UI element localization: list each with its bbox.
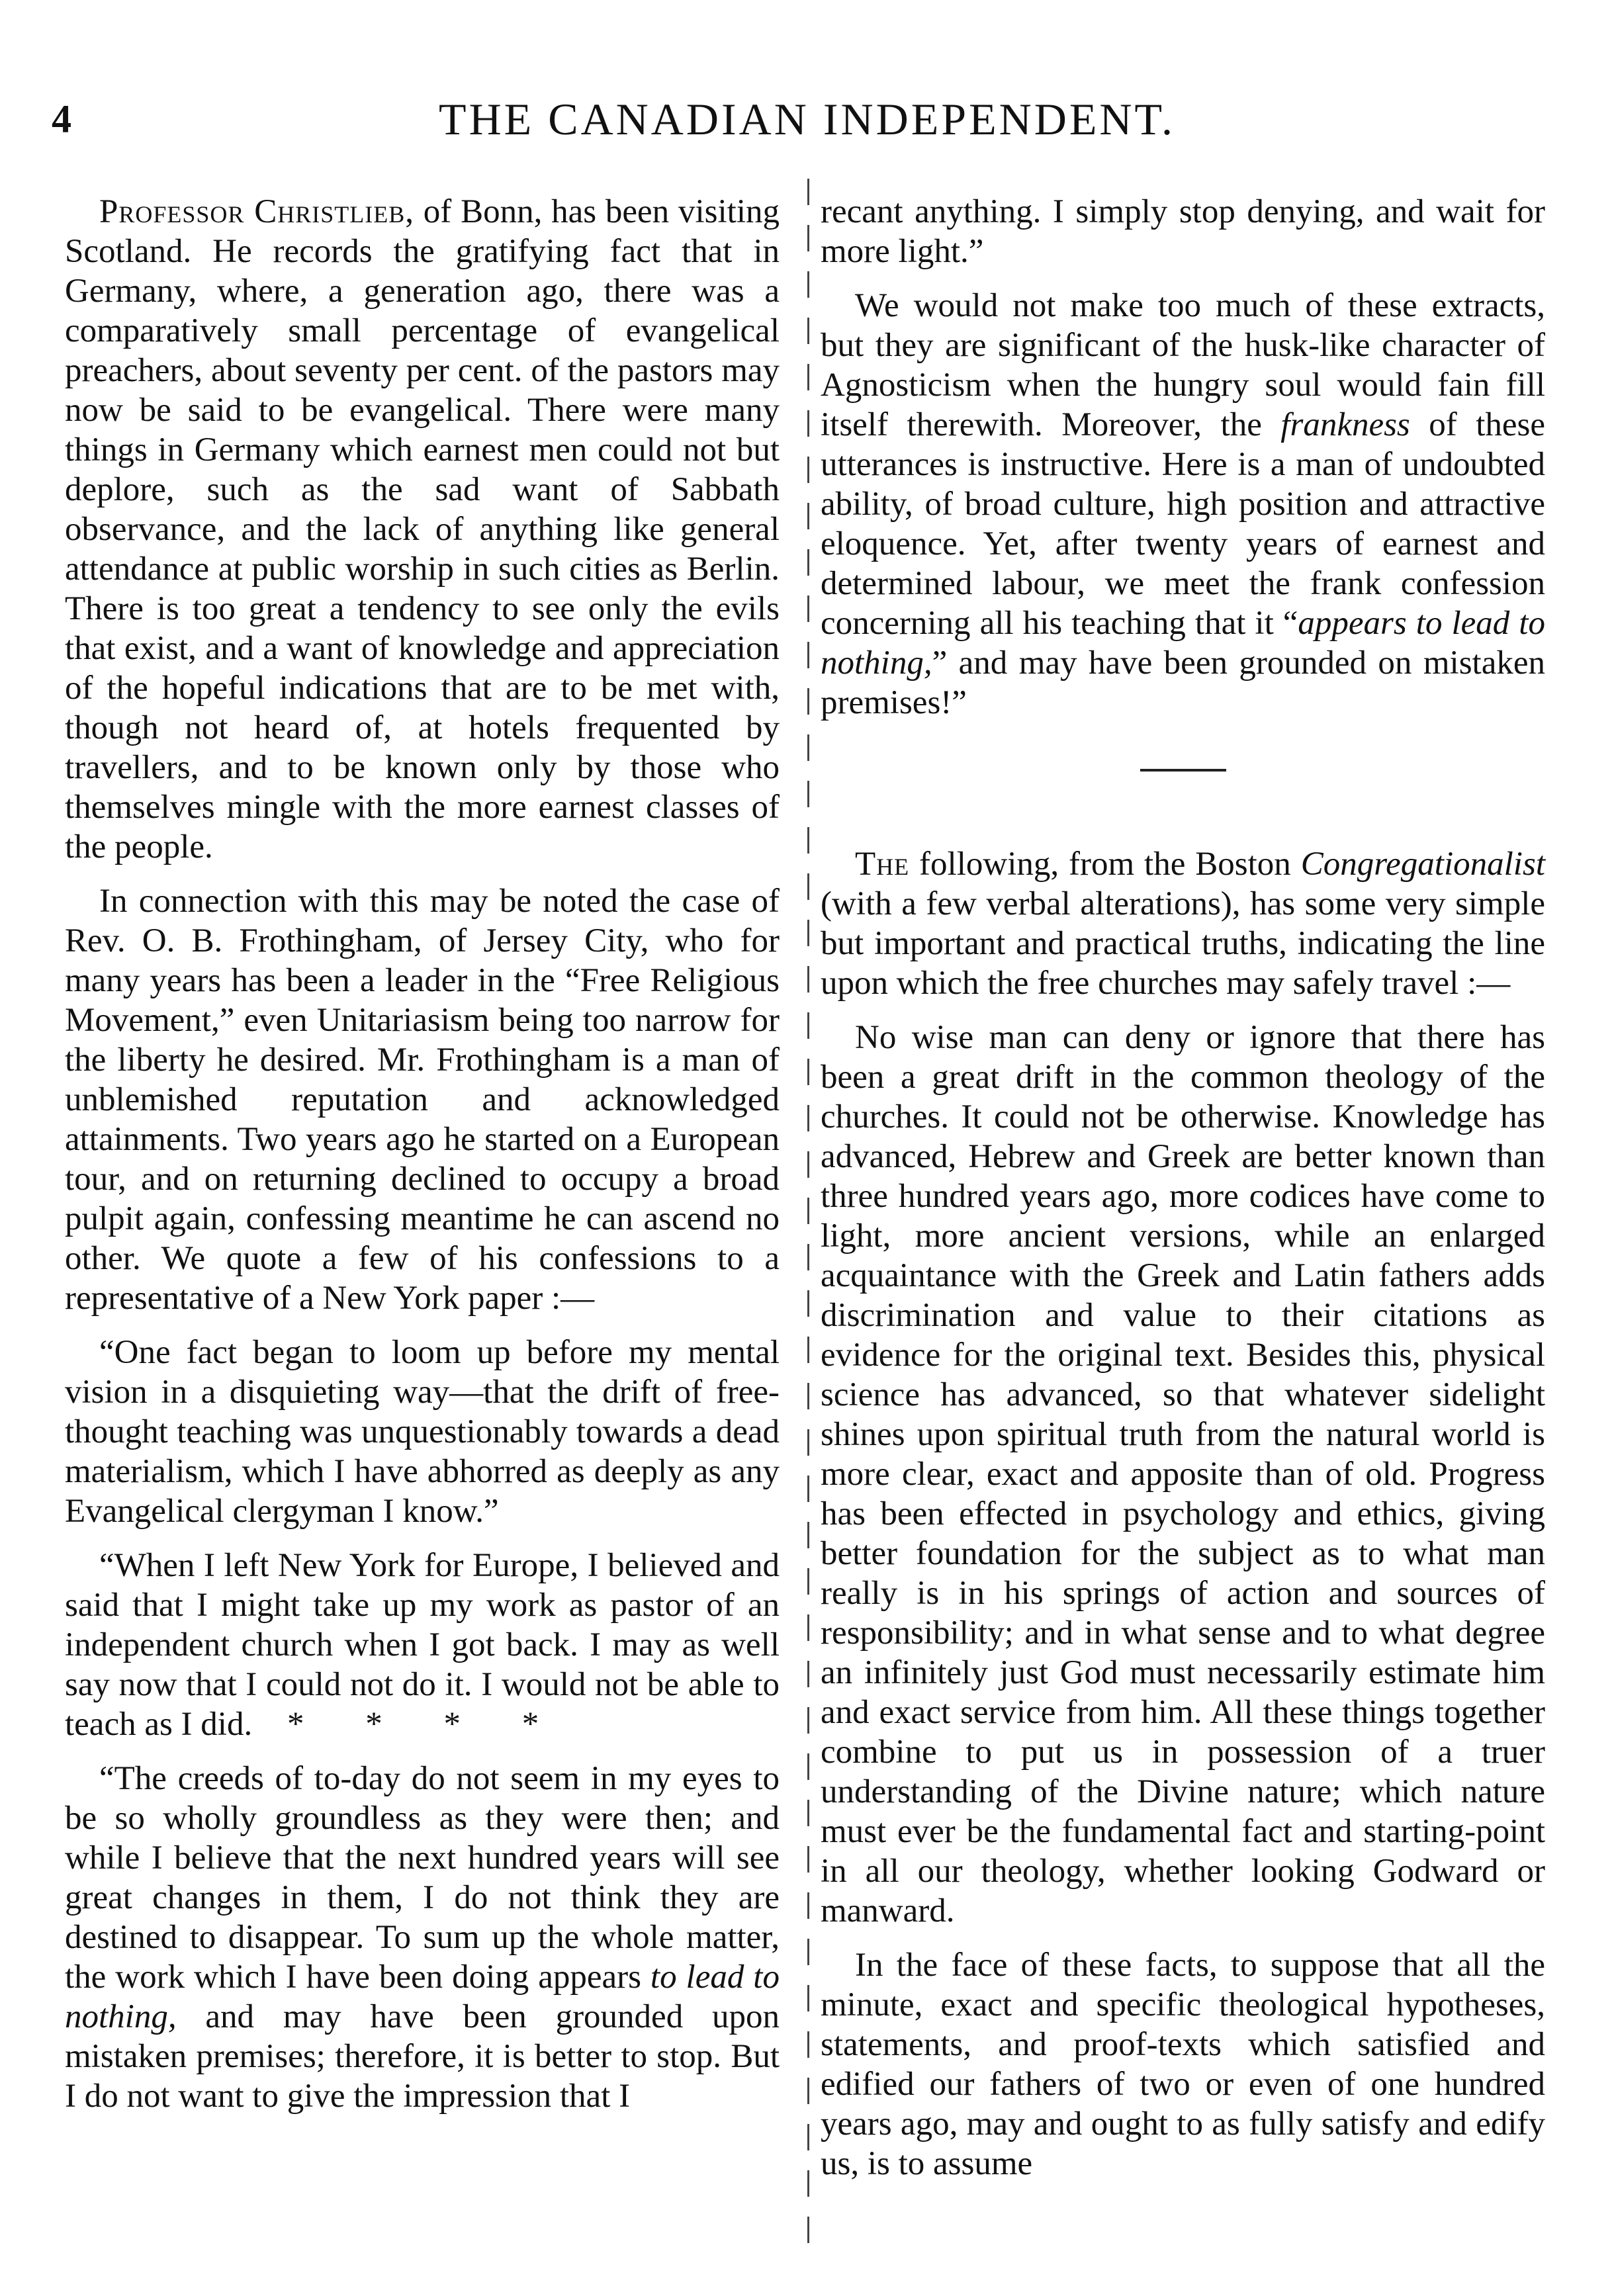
- running-title: THE CANADIAN INDEPENDENT.: [439, 94, 1175, 144]
- paragraph-christlieb: [65, 192, 780, 867]
- lead-words: Professor Christlieb,: [99, 193, 414, 230]
- paragraph-commentary: [821, 286, 1545, 723]
- quote-text: “The creeds of to-day do not seem in my eyes to be so wholly groundless as they were then; and while I believe that the next hundred years will see great changes in them, I do not think they are destined to disappear. To sum up the whole matter, the work which I have been doing appears: [65, 1760, 780, 1996]
- quote-text: “When I left New York for Europe, I believed and said that I might take up my work as pastor of an independent church when I got back. I may as well say now that I could not do it. I would not be able to teach as I did.: [65, 1547, 780, 1743]
- quote-continued: recant anything. I simply stop denying, and wait for more light.”: [821, 193, 1545, 270]
- paragraph-text: (with a few verbal alterations), has some very simple but important and practical truths, indicating the line upon which the free churches may safely travel :—: [821, 885, 1545, 1002]
- quote-text: and may have been grounded upon mistaken premises; therefore, it is better to stop. But I do not want to give the impression that I: [65, 1998, 780, 2115]
- left-column: [65, 192, 780, 2131]
- paragraph-congregationalist: [821, 844, 1545, 1003]
- paragraph-theology-drift: No wise man can deny or ignore that there has been a great drift in the common theology of the churches. It could not be otherwise. Knowledge has advanced, Hebrew and Greek are better known than three hundred years ago, more codices have come to light, more ancient versions, while an enlarged acquaintance with the Greek and Latin fathers adds discrimination and value to their citations as evidence for the original text. Besides this, physical science has advanced, so that whatever sidelight shines upon spiritual truth from the natural world is more clear, exact and apposite than of old. Progress has been effected in psychology and ethics, giving better foundation for the subject as to what man really is in his springs of action and sources of responsibility; and in what sense and to what degree an infinitely just God must necessarily estimate him and exact service from him. All these things together combine to put us in possession of a truer understanding of the Divine nature; which nature must ever be the fundamental fact and starting-point in all our theology, whether looking Godward or manward.: [821, 1019, 1545, 1929]
- paragraph-text: We would not make too much of these extracts, but they are significant of the husk-like character of Agnosticism when the hungry soul would fain fill itself therewith. Moreover, the: [821, 287, 1545, 443]
- lead-words: The: [855, 846, 910, 883]
- right-column: [821, 192, 1545, 2198]
- column-rule: [807, 179, 809, 2263]
- paragraph-text: of these utterances is instructive. Here is a man of undoubted ability, of broad culture, high position and attractive eloquence. Yet, after twenty years of earnest and determined labour, we meet the frank confession concerning all his teaching that it “: [821, 406, 1545, 642]
- section-divider: [1140, 769, 1226, 772]
- paragraph-text: of Bonn, has been visiting Scotland. He records the gratifying fact that in Germany, where, a generation ago, there was a comparatively small percentage of evangelical preachers, about seventy per cent. of the pastors may now be said to be evangelical. There were many things in Germany which earnest men could not but deplore, such as the sad want of Sabbath observance, and the lack of anything like general attendance at public worship in such cities as Berlin. There is too great a tendency to see only the evils that exist, and a want of knowledge and appreciation of the hopeful indications that are to be met with, though not heard of, at hotels frequented by travellers, and to be known only by those who themselves mingle with the more earnest classes of the people.: [65, 193, 780, 865]
- quote-paragraph-3: [65, 1759, 780, 2116]
- italic-phrase: appears to lead to nothing,: [821, 605, 1545, 682]
- paragraph-text: ” and may have been grounded on mistaken premises!”: [821, 644, 1545, 721]
- paragraph-facts: In the face of these facts, to suppose that all the minute, exact and specific theological hypotheses, statements, and proof-texts which satisfied and edified our fathers of two or even of one hundred years ago, may and ought to as fully satisfy and edify us, is to assume: [821, 1947, 1545, 2182]
- quote-paragraph-1: “One fact began to loom up before my mental vision in a disquieting way—that the drift of free-thought teaching was unquestionably towards a dead materialism, which I have abhorred as deeply as any Evangelical clergyman I know.”: [65, 1334, 780, 1530]
- ellipsis-asterisks: * * * *: [287, 1706, 539, 1743]
- page-number: 4: [52, 97, 71, 141]
- page-header: [0, 93, 1614, 152]
- paragraph-frothingham: In connection with this may be noted the case of Rev. O. B. Frothingham, of Jersey City, who for many years has been a leader in the “Free Religious Movement,” even Unitariasism being too narrow for the liberty he desired. Mr. Frothingham is a man of unblemished reputation and acknowledged attainments. Two years ago he started on a European tour, and on returning declined to occupy a broad pulpit again, confessing meantime he can ascend no other. We quote a few of his confessions to a representative of a New York paper :—: [65, 883, 780, 1317]
- quote-paragraph-2: [65, 1546, 780, 1744]
- italic-phrase: to lead to nothing,: [65, 1959, 780, 2035]
- publication-title: Congregationalist: [1300, 846, 1545, 883]
- paragraph-text: following, from the Boston: [909, 846, 1301, 883]
- italic-word: frankness: [1280, 406, 1410, 443]
